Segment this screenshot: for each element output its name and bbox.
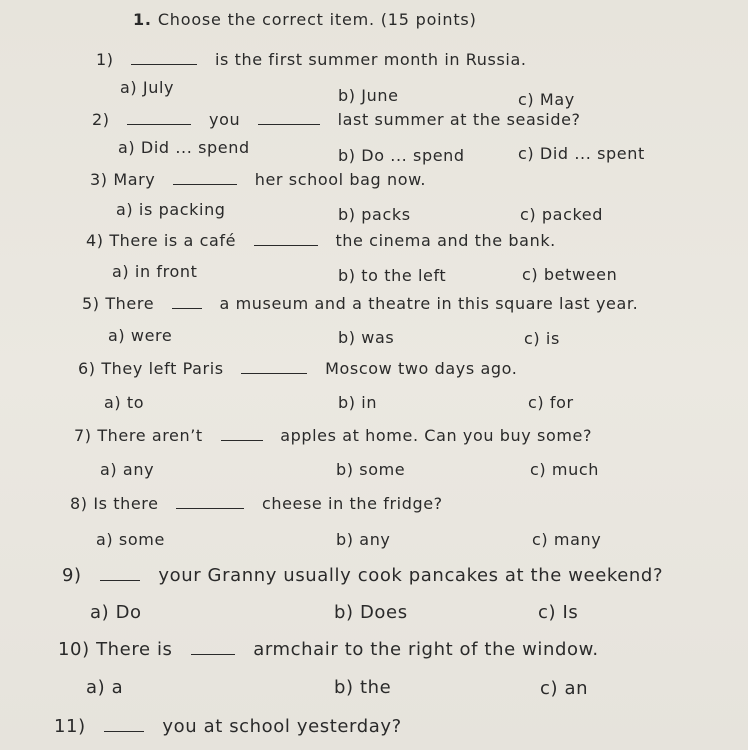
option-b[interactable]: b) any	[336, 530, 391, 549]
answer-blank[interactable]	[172, 298, 202, 309]
option-c[interactable]: c) an	[540, 678, 589, 699]
option-b[interactable]: b) Do ... spend	[338, 146, 465, 165]
option-a[interactable]: a) July	[120, 78, 175, 97]
question-text: cheese in the fridge?	[261, 494, 443, 513]
question-6	[78, 359, 517, 378]
option-b[interactable]: b) Does	[334, 602, 408, 623]
question-number: 8)	[70, 494, 88, 513]
exercise-title	[133, 10, 477, 29]
question-number: 3)	[90, 170, 108, 189]
question-number: 6)	[78, 359, 96, 378]
option-b[interactable]: b) the	[334, 677, 392, 698]
option-c[interactable]: c) May	[518, 90, 575, 109]
question-text: armchair to the right of the window.	[253, 639, 599, 660]
question-text: There is a café	[109, 231, 237, 250]
question-text: Mary	[113, 170, 156, 189]
option-a[interactable]: a) to	[104, 393, 145, 412]
question-7	[74, 426, 592, 445]
option-b[interactable]: b) June	[338, 86, 399, 105]
option-a[interactable]: a) in front	[112, 262, 198, 281]
answer-blank[interactable]	[241, 363, 307, 374]
question-5	[82, 294, 638, 313]
question-text: They left Paris	[101, 359, 224, 378]
question-text: There is	[96, 639, 173, 660]
option-c[interactable]: c) many	[532, 530, 602, 549]
question-4	[86, 231, 556, 250]
option-b[interactable]: b) was	[338, 328, 395, 347]
option-c[interactable]: c) Is	[538, 602, 579, 623]
question-2	[92, 110, 581, 129]
option-b[interactable]: b) packs	[338, 205, 411, 224]
question-text: her school bag now.	[254, 170, 427, 189]
question-9	[62, 565, 663, 586]
option-a[interactable]: a) any	[100, 460, 155, 479]
option-b[interactable]: b) in	[338, 393, 378, 412]
question-number: 9)	[62, 565, 82, 586]
question-number: 10)	[58, 639, 90, 660]
exercise-number: 1.	[133, 10, 152, 29]
question-text: the cinema and the bank.	[335, 231, 556, 250]
answer-blank[interactable]	[173, 174, 237, 185]
answer-blank[interactable]	[221, 430, 263, 441]
answer-blank[interactable]	[176, 498, 244, 509]
option-c[interactable]: c) packed	[520, 205, 603, 224]
option-a[interactable]: a) a	[86, 677, 124, 698]
question-text: your Granny usually cook pancakes at the weekend?	[158, 565, 664, 586]
question-text: apples at home. Can you buy some?	[280, 426, 593, 445]
question-number: 4)	[86, 231, 104, 250]
option-a[interactable]: a) Did ... spend	[118, 138, 250, 157]
option-a[interactable]: a) were	[108, 326, 173, 345]
option-b[interactable]: b) some	[336, 460, 406, 479]
question-10	[58, 639, 599, 660]
answer-blank[interactable]	[254, 235, 318, 246]
question-number: 11)	[54, 716, 86, 737]
question-text: last summer at the seaside?	[337, 110, 581, 129]
answer-blank[interactable]	[258, 114, 320, 125]
answer-blank[interactable]	[191, 644, 235, 655]
question-text: a museum and a theatre in this square last year.	[219, 294, 639, 313]
question-8	[70, 494, 443, 513]
question-11	[54, 716, 402, 737]
question-text: Is there	[93, 494, 159, 513]
question-text: Moscow two days ago.	[325, 359, 518, 378]
option-b[interactable]: b) to the left	[338, 266, 447, 285]
question-text: you	[209, 110, 241, 129]
answer-blank[interactable]	[131, 54, 197, 65]
question-number: 5)	[82, 294, 100, 313]
option-a[interactable]: a) some	[96, 530, 165, 549]
option-c[interactable]: c) is	[524, 329, 560, 348]
question-text: is the first summer month in Russia.	[215, 50, 527, 69]
option-c[interactable]: c) much	[530, 460, 599, 479]
option-a[interactable]: a) is packing	[116, 200, 226, 219]
question-text: There	[105, 294, 155, 313]
question-number: 7)	[74, 426, 92, 445]
option-c[interactable]: c) between	[522, 265, 618, 284]
question-3	[90, 170, 426, 189]
option-c[interactable]: c) Did ... spent	[518, 144, 645, 163]
exercise-instruction: Choose the correct item. (15 points)	[157, 10, 477, 29]
question-number: 2)	[92, 110, 110, 129]
answer-blank[interactable]	[104, 721, 144, 732]
question-number: 1)	[96, 50, 114, 69]
option-a[interactable]: a) Do	[90, 602, 142, 623]
answer-blank[interactable]	[127, 114, 191, 125]
option-c[interactable]: c) for	[528, 393, 574, 412]
question-1	[96, 50, 527, 69]
answer-blank[interactable]	[100, 570, 140, 581]
question-text: you at school yesterday?	[162, 716, 402, 737]
question-text: There aren’t	[97, 426, 203, 445]
